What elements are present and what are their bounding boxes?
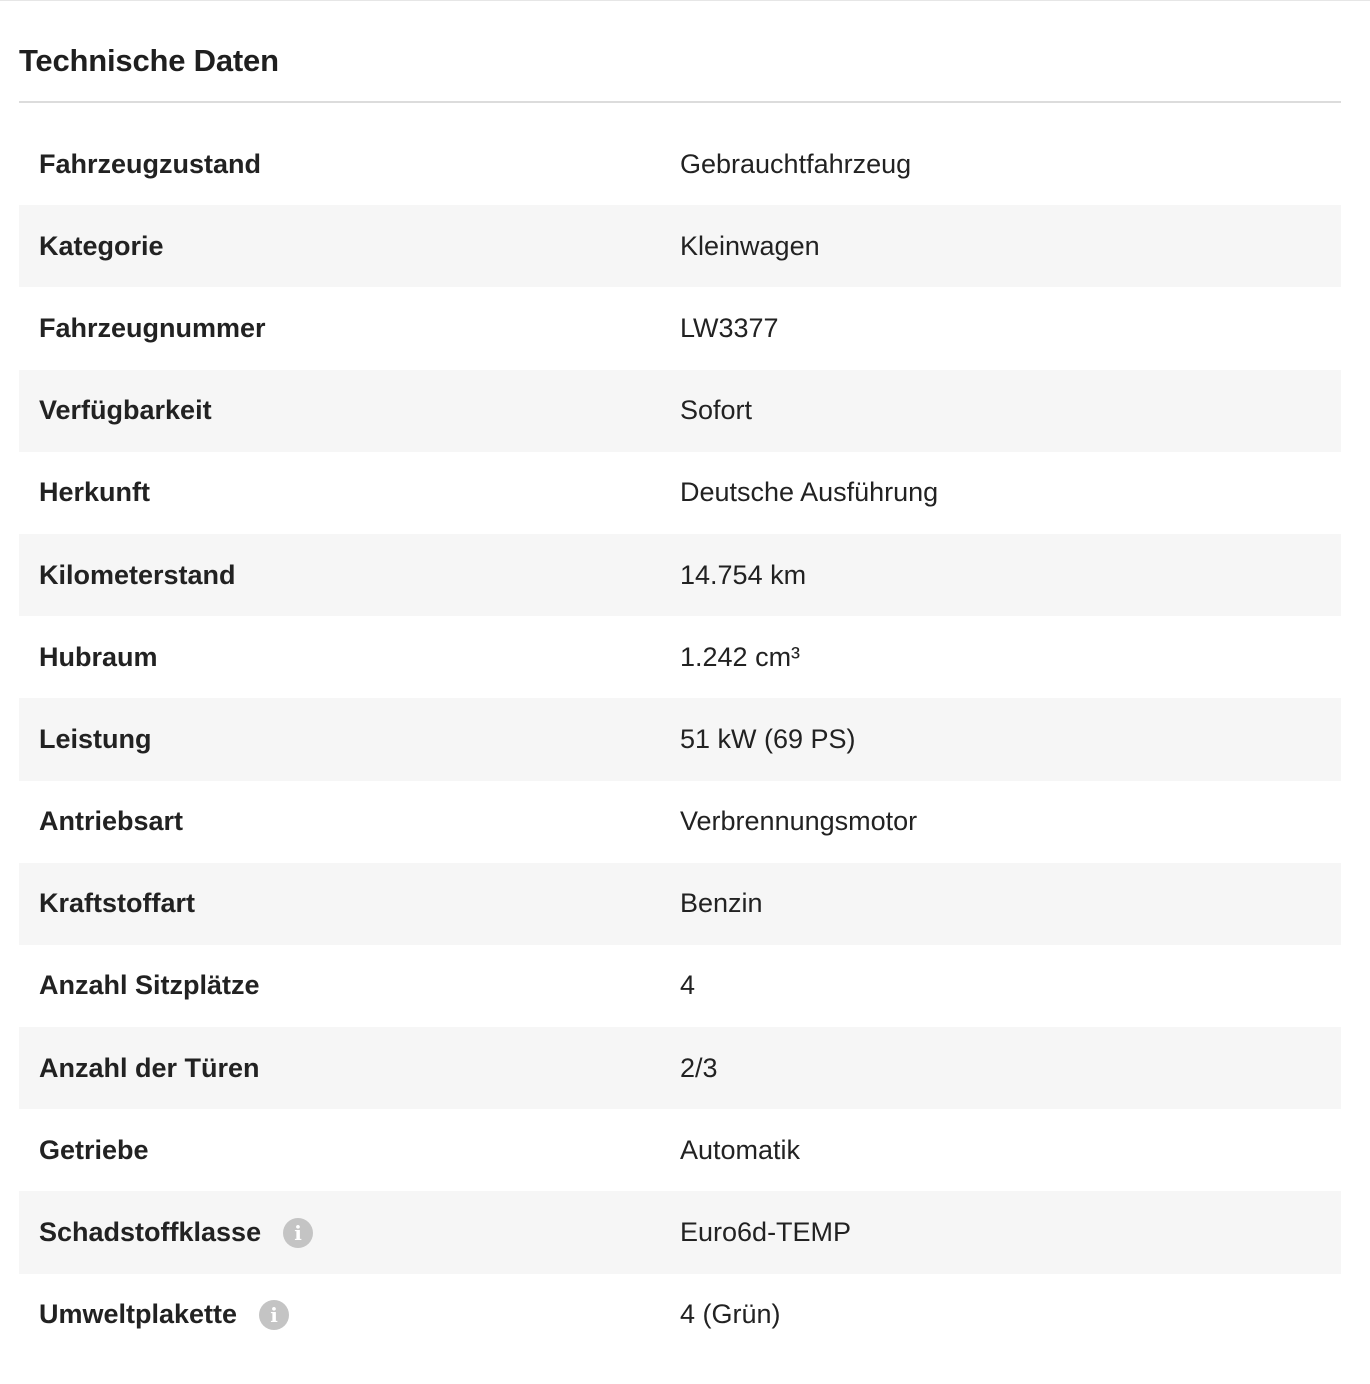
spec-label <box>19 1299 680 1330</box>
spec-row-schadstoffklasse <box>19 1191 1341 1273</box>
spec-label-text: Kategorie <box>39 230 164 261</box>
spec-row-umweltplakette <box>19 1274 1341 1356</box>
spec-row-verfuegbarkeit <box>19 370 1341 452</box>
spec-label <box>19 313 680 344</box>
spec-label <box>19 888 680 919</box>
spec-value: 2/3 <box>680 1052 718 1083</box>
spec-label-text: Kilometerstand <box>39 559 236 590</box>
technical-data-section <box>19 0 1341 1356</box>
spec-value: 14.754 km <box>680 559 807 590</box>
spec-row-antriebsart <box>19 781 1341 863</box>
spec-row-kategorie <box>19 205 1341 287</box>
spec-label-text: Anzahl der Türen <box>39 1052 260 1083</box>
spec-value: 4 (Grün) <box>680 1299 781 1330</box>
spec-label <box>19 1135 680 1166</box>
spec-value: Verbrennungsmotor <box>680 806 918 837</box>
spec-value: Gebrauchtfahrzeug <box>680 148 912 179</box>
spec-label-text: Verfügbarkeit <box>39 395 212 426</box>
spec-label <box>19 560 680 591</box>
spec-label <box>19 642 680 673</box>
spec-row-hubraum <box>19 616 1341 698</box>
spec-label-text: Fahrzeugzustand <box>39 148 262 179</box>
spec-label-text: Herkunft <box>39 477 151 508</box>
spec-label <box>19 395 680 426</box>
spec-value: Deutsche Ausführung <box>680 477 939 508</box>
spec-label-text: Antriebsart <box>39 806 184 837</box>
spec-row-tueren <box>19 1027 1341 1109</box>
spec-label-text: Anzahl Sitzplätze <box>39 970 260 1001</box>
spec-value: 51 kW (69 PS) <box>680 723 856 754</box>
spec-row-kilometerstand <box>19 534 1341 616</box>
spec-label-text: Schadstoffklasse <box>39 1217 262 1248</box>
spec-value: Automatik <box>680 1134 801 1165</box>
spec-label-text: Hubraum <box>39 641 158 672</box>
spec-label-text: Umweltplakette <box>39 1299 238 1330</box>
info-icon[interactable]: i <box>259 1300 289 1330</box>
info-icon[interactable]: i <box>283 1218 313 1248</box>
spec-value: LW3377 <box>680 312 779 343</box>
spec-label <box>19 970 680 1001</box>
spec-label <box>19 806 680 837</box>
spec-row-fahrzeugnummer <box>19 287 1341 369</box>
spec-value: Sofort <box>680 395 753 426</box>
spec-label <box>19 1217 680 1248</box>
spec-label-text: Fahrzeugnummer <box>39 312 266 343</box>
spec-row-leistung <box>19 698 1341 780</box>
spec-value: Euro6d-TEMP <box>680 1217 852 1248</box>
spec-value: 1.242 cm³ <box>680 641 801 672</box>
spec-label-text: Getriebe <box>39 1134 149 1165</box>
spec-label <box>19 477 680 508</box>
spec-label <box>19 149 680 180</box>
spec-label <box>19 231 680 262</box>
spec-label <box>19 724 680 755</box>
spec-row-herkunft <box>19 452 1341 534</box>
spec-value: 4 <box>680 970 696 1001</box>
spec-label-text: Kraftstoffart <box>39 888 196 919</box>
spec-row-getriebe <box>19 1109 1341 1191</box>
spec-list <box>19 123 1341 1356</box>
spec-row-sitzplaetze <box>19 945 1341 1027</box>
spec-value: Benzin <box>680 888 763 919</box>
spec-row-kraftstoffart <box>19 863 1341 945</box>
spec-row-fahrzeugzustand <box>19 123 1341 205</box>
section-title: Technische Daten <box>19 0 1341 103</box>
spec-label <box>19 1053 680 1084</box>
spec-value: Kleinwagen <box>680 230 820 261</box>
spec-label-text: Leistung <box>39 723 152 754</box>
